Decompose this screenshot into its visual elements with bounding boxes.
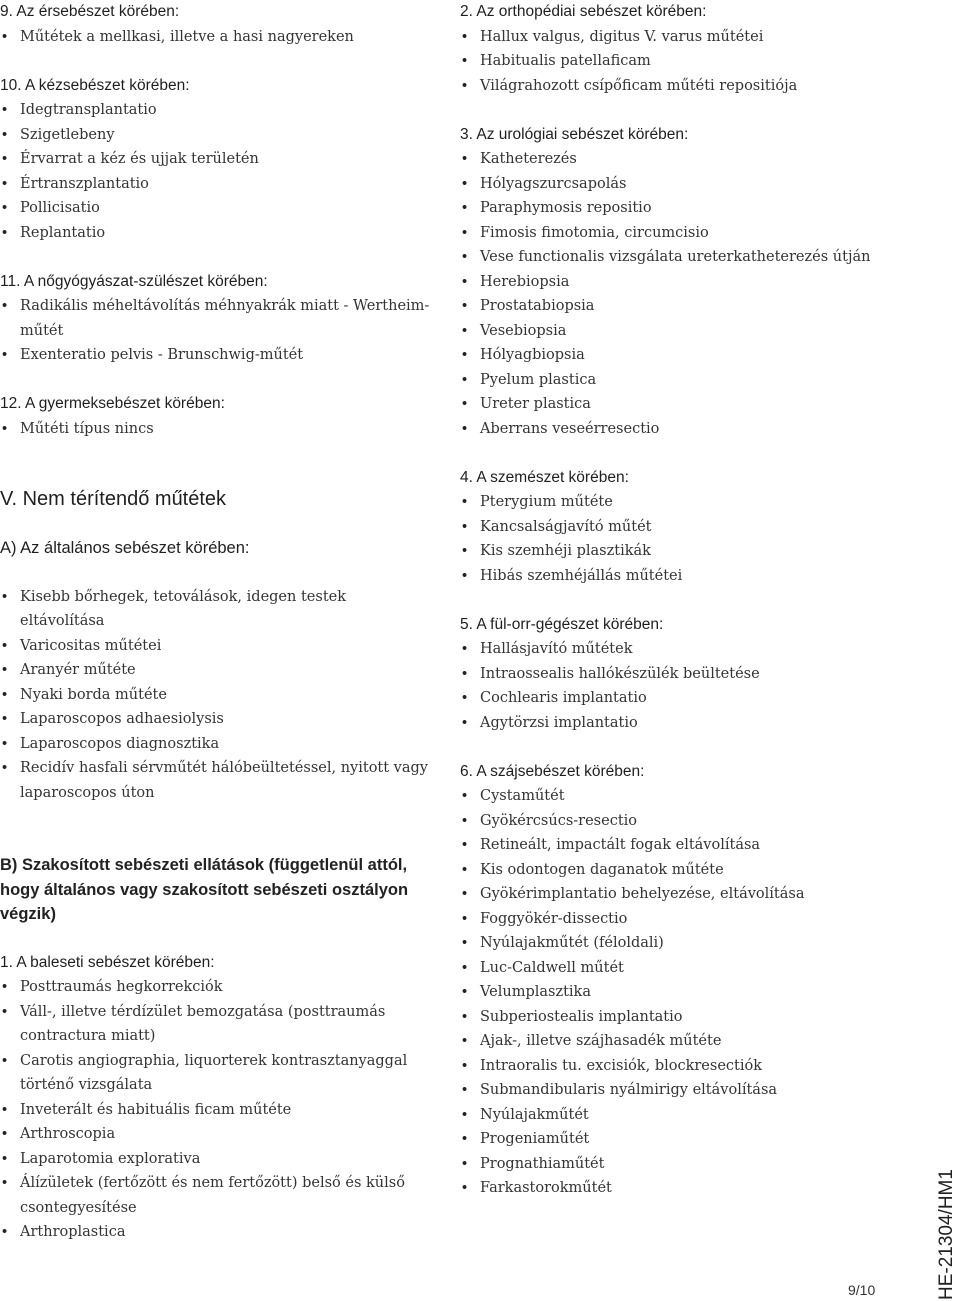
list-item: • Progeniaműtét [460, 1127, 900, 1152]
list-item: • Váll-, illetve térdízület bemozgatása (posttraumás contractura miatt) [0, 1000, 430, 1049]
section-block [0, 270, 430, 368]
list-item: • Műtétek a mellkasi, illetve a hasi nagyereken [0, 25, 430, 50]
section-v-title: V. Nem térítendő műtétek [0, 487, 227, 510]
list-item: • Aberrans veseérresectio [460, 417, 900, 442]
list-item: • Foggyökér-dissectio [460, 907, 900, 932]
list-item: • Prostatabiopsia [460, 294, 900, 319]
section-heading: 6. A szájsebészet körében: [460, 762, 645, 780]
list-item: • Laparoscopos diagnosztika [0, 732, 430, 757]
list-item: • Műtéti típus nincs [0, 417, 430, 442]
subsection-b-groups [0, 951, 430, 1245]
list-item: • Inveterált és habituális ficam műtéte [0, 1098, 430, 1123]
list-item: • Agytörzsi implantatio [460, 711, 900, 736]
bullet-list [460, 25, 900, 99]
section-block [460, 466, 900, 589]
section-heading: 11. A nőgyógyászat-szülészet körében: [0, 272, 268, 290]
section-block [0, 0, 430, 49]
section-heading: 3. Az urológiai sebészet körében: [460, 125, 689, 143]
bullet-list [0, 25, 430, 50]
list-item: • Ureter plastica [460, 392, 900, 417]
list-item: • Gyökércsúcs-resectio [460, 809, 900, 834]
bullet-list [0, 98, 430, 245]
document-code: HE-21304/HM1 [936, 1169, 957, 1300]
list-item: • Intraoralis tu. excisiók, blockresectiók [460, 1054, 900, 1079]
left-top-sections [0, 0, 430, 441]
bullet-list [460, 490, 900, 588]
list-item: • Submandibularis nyálmirigy eltávolítása [460, 1078, 900, 1103]
list-item: • Cystaműtét [460, 784, 900, 809]
section-block [460, 613, 900, 736]
list-item: • Vesebiopsia [460, 319, 900, 344]
bullet-list [460, 784, 900, 1201]
list-item: • Subperiostealis implantatio [460, 1005, 900, 1030]
list-item: • Kisebb bőrhegek, tetoválások, idegen testek eltávolítása [0, 585, 430, 634]
list-item: • Szigetlebeny [0, 123, 430, 148]
section-heading: 9. Az érsebészet körében: [0, 3, 180, 20]
list-item: • Prognathiaműtét [460, 1152, 900, 1177]
list-item: • Luc-Caldwell műtét [460, 956, 900, 981]
list-item: • Pterygium műtéte [460, 490, 900, 515]
list-item: • Álízületek (fertőzött és nem fertőzött) belső és külső csontegyesítése [0, 1171, 430, 1220]
list-item: • Laparoscopos adhaesiolysis [0, 707, 430, 732]
list-item: • Értranszplantatio [0, 172, 430, 197]
list-item: • Hallásjavító műtétek [460, 637, 900, 662]
section-block [460, 0, 900, 98]
bullet-list [460, 637, 900, 735]
section-block [0, 951, 430, 1245]
list-item: • Kis szemhéji plasztikák [460, 539, 900, 564]
list-item: • Hibás szemhéjállás műtétei [460, 564, 900, 589]
list-item: • Kis odontogen daganatok műtéte [460, 858, 900, 883]
section-heading: 5. A fül-orr-gégészet körében: [460, 615, 664, 633]
list-item: • Hallux valgus, digitus V. varus műtétei [460, 25, 900, 50]
list-item: • Arthroplastica [0, 1220, 430, 1245]
page-number: 9/10 [848, 1282, 876, 1298]
list-item: • Világrahozott csípőficam műtéti repositiója [460, 74, 900, 99]
list-item: • Nyaki borda műtéte [0, 683, 430, 708]
section-heading: 10. A kézsebészet körében: [0, 76, 190, 94]
list-item: • Carotis angiographia, liquorterek kontrasztanyaggal történő vizsgálata [0, 1049, 430, 1098]
left-column [0, 0, 430, 1269]
list-item: • Farkastorokműtét [460, 1176, 900, 1201]
list-item: • Katheterezés [460, 147, 900, 172]
list-item: • Retineált, impactált fogak eltávolítása [460, 833, 900, 858]
section-block [460, 123, 900, 442]
list-item: • Intraossealis hallókészülék beültetése [460, 662, 900, 687]
section-block [460, 760, 900, 1201]
right-sections [460, 0, 900, 1201]
list-item: • Laparotomia explorativa [0, 1147, 430, 1172]
list-item: • Nyúlajakműtét (féloldali) [460, 931, 900, 956]
list-item: • Velumplasztika [460, 980, 900, 1005]
bullet-list [460, 147, 900, 441]
list-item: • Gyökérimplantatio behelyezése, eltávolítása [460, 882, 900, 907]
list-item: • Recidív hasfali sérvműtét hálóbeültetéssel, nyitott vagy laparoscopos úton [0, 756, 430, 805]
list-item: • Aranyér műtéte [0, 658, 430, 683]
section-heading: 4. A szemészet körében: [460, 468, 629, 486]
bullet-list [0, 975, 430, 1245]
section-heading: 2. Az orthopédiai sebészet körében: [460, 3, 707, 20]
list-item: • Hólyagszurcsapolás [460, 172, 900, 197]
list-item: • Habitualis patellaficam [460, 49, 900, 74]
list-item: • Herebiopsia [460, 270, 900, 295]
list-item: • Exenteratio pelvis - Brunschwig-műtét [0, 343, 430, 368]
list-item: • Pollicisatio [0, 196, 430, 221]
list-item: • Cochlearis implantatio [460, 686, 900, 711]
bullet-list [0, 417, 430, 442]
right-column [460, 0, 900, 1225]
list-item: • Replantatio [0, 221, 430, 246]
list-item: • Pyelum plastica [460, 368, 900, 393]
subsection-a-list [0, 585, 430, 806]
bullet-list [0, 294, 430, 368]
list-item: • Paraphymosis repositio [460, 196, 900, 221]
section-block [0, 74, 430, 246]
list-item: • Hólyagbiopsia [460, 343, 900, 368]
list-item: • Varicositas műtétei [0, 634, 430, 659]
list-item: • Vese functionalis vizsgálata ureterkatheterezés útján [460, 245, 900, 270]
list-item: • Kancsalságjavító műtét [460, 515, 900, 540]
list-item: • Radikális méheltávolítás méhnyakrák miatt - Wertheim-műtét [0, 294, 430, 343]
list-item: • Arthroscopia [0, 1122, 430, 1147]
list-item: • Idegtransplantatio [0, 98, 430, 123]
section-block [0, 392, 430, 441]
list-item: • Érvarrat a kéz és ujjak területén [0, 147, 430, 172]
list-item: • Posttraumás hegkorrekciók [0, 975, 430, 1000]
subsection-b-title: B) Szakosított sebészeti ellátások (függetlenül attól, hogy általános vagy szakosított sebészeti osztályon végzik) [0, 856, 409, 923]
section-heading: 1. A baleseti sebészet körében: [0, 953, 215, 971]
list-item: • Nyúlajakműtét [460, 1103, 900, 1128]
list-item: • Fimosis fimotomia, circumcisio [460, 221, 900, 246]
subsection-a-title: A) Az általános sebészet körében: [0, 538, 250, 557]
list-item: • Ajak-, illetve szájhasadék műtéte [460, 1029, 900, 1054]
section-heading: 12. A gyermeksebészet körében: [0, 395, 225, 412]
